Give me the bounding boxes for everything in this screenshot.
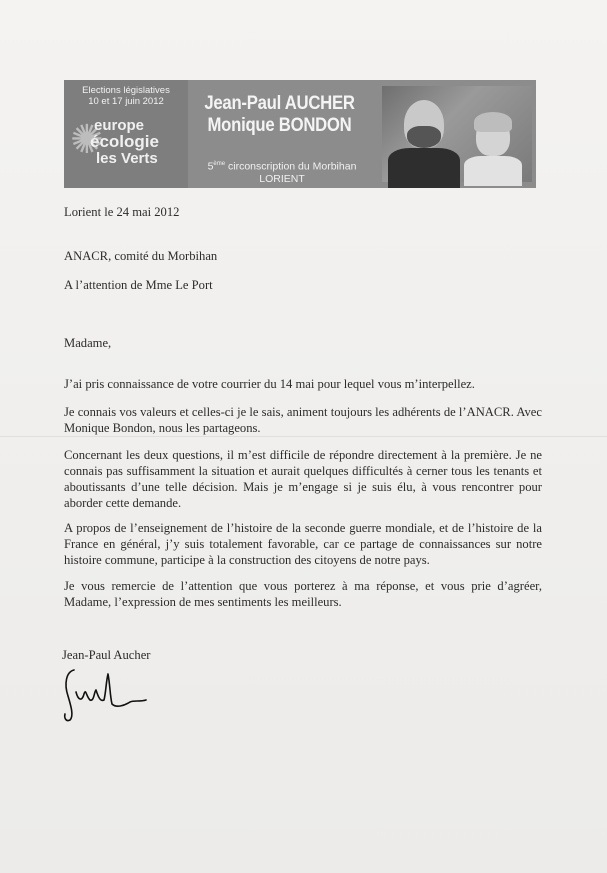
campaign-banner — [64, 80, 536, 188]
logo-text-ecologie: écologie — [90, 132, 159, 151]
candidate-name: Jean-Paul AUCHER — [204, 93, 355, 114]
eelv-logo — [72, 116, 180, 184]
constituency-number: 5 — [207, 160, 214, 173]
letter-paragraph: J’ai pris connaissance de votre courrier du 14 mai pour lequel vous m’interpellez. — [64, 377, 475, 391]
handwritten-signature — [60, 662, 160, 724]
letter-paragraph: Je connais vos valeurs et celles-ci je le sais, animent toujours les adhérents de l’ANACR. Avec Monique Bondon, nous les partageons. — [64, 405, 542, 435]
constituency-city: LORIENT — [259, 172, 305, 185]
election-label — [70, 85, 182, 107]
letter-paragraph: Je vous remercie de l’attention que vous porterez à ma réponse, et vous prie d’agréer, Madame, l’expression de mes sentiments les meilleurs. — [64, 579, 542, 609]
letter-paragraph: A propos de l’enseignement de l’histoire de la seconde guerre mondiale, et de l’histoire de la France en général, j’y suis totalement favorable, car ce partage de connaissances sur notre histoire commune, participe à la construction des citoyens de notre pays. — [64, 521, 542, 567]
constituency-label — [192, 158, 372, 185]
candidate-portrait-beard — [407, 126, 441, 148]
letter-paragraph: Concernant les deux questions, il m’est difficile de répondre directement à la première. Je ne connais pas suffisamment la situation et aurait quelques difficultés à cerner tous les tenants et aboutissants d’une telle décision. Mais je m’engage si je suis élu, à vous rencontrer pour aborder cette demande. — [64, 448, 542, 510]
election-title: Elections législatives — [82, 85, 170, 96]
candidate-portrait-body — [388, 148, 460, 188]
signature-name: Jean-Paul Aucher — [62, 648, 151, 662]
substitute-name: Monique BONDON — [207, 115, 352, 136]
letter-attention: A l’attention de Mme Le Port — [64, 278, 213, 292]
logo-text-europe: europe — [94, 117, 145, 134]
substitute-portrait-hair — [474, 112, 512, 132]
candidates-photo — [382, 86, 532, 182]
constituency-ordinal: ème — [213, 161, 226, 167]
banner-left-panel — [64, 80, 188, 188]
election-dates: 10 et 17 juin 2012 — [88, 96, 164, 107]
letter-recipient: ANACR, comité du Morbihan — [64, 249, 218, 263]
sunflower-icon: ✺ — [70, 117, 104, 163]
substitute-portrait-body — [464, 156, 522, 186]
logo-text-verts: les Verts — [96, 150, 158, 167]
letter-salutation: Madame, — [64, 336, 112, 350]
letter-date: Lorient le 24 mai 2012 — [64, 205, 180, 219]
paper-fold — [0, 436, 607, 437]
constituency-text: circonscription du Morbihan — [225, 160, 357, 173]
